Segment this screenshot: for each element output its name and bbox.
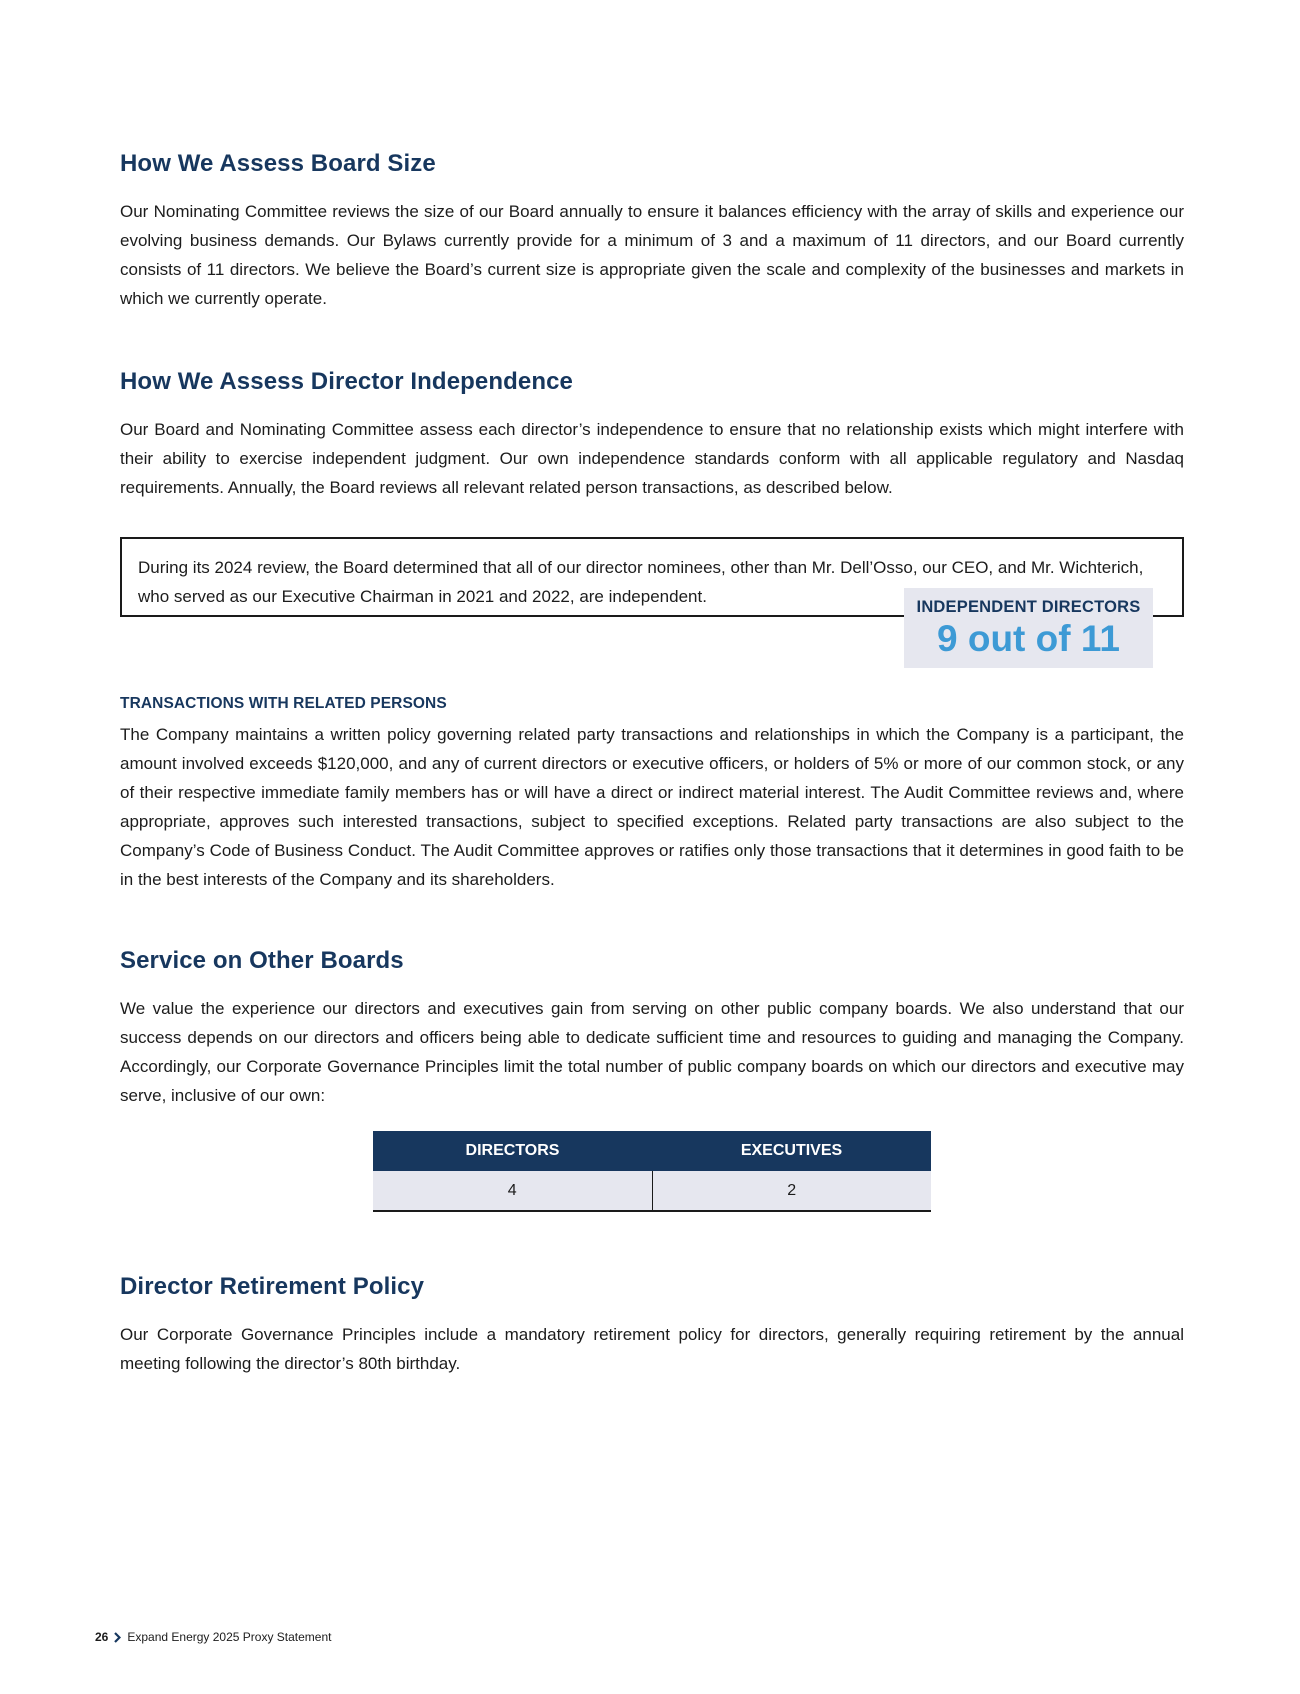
- other-boards-body: We value the experience our directors and executives gain from serving on other public company boards. We also understand that our success depends on our directors and officers being able to dedicate sufficient time and resources to guiding and managing the Company. Accordingly, our Corporate Governance Principles limit the total number of public company boards on which our directors and executive may serve, inclusive of our own:: [120, 999, 1184, 1105]
- board-limits-table: [373, 1131, 931, 1212]
- retirement-body: Our Corporate Governance Principles include a mandatory retirement policy for directors, generally requiring retirement by the annual meeting following the director’s 80th birthday.: [120, 1325, 1184, 1373]
- section-retirement-policy: [120, 1273, 1184, 1378]
- board-size-heading: How We Assess Board Size: [120, 150, 436, 177]
- stat-value: 9 out of 11: [937, 618, 1120, 659]
- independence-heading: How We Assess Director Independence: [120, 368, 573, 395]
- table-row: [373, 1171, 931, 1211]
- section-other-boards: [120, 947, 1184, 1110]
- page-footer: [95, 1630, 331, 1644]
- table-cell-executives: 2: [652, 1171, 931, 1211]
- section-director-independence: [120, 368, 1184, 502]
- retirement-heading: Director Retirement Policy: [120, 1273, 425, 1300]
- independent-directors-stat: [904, 588, 1153, 668]
- stat-label: INDEPENDENT DIRECTORS: [916, 598, 1141, 616]
- page-number: 26: [95, 1630, 109, 1644]
- transactions-body: The Company maintains a written policy governing related party transactions and relationships in which the Company is a participant, the amount involved exceeds $120,000, and any of current directors or executive officers, or holders of 5% or more of our common stock, or any of their respective immediate family members has or will have a direct or indirect material interest. The Audit Committee reviews and, where appropriate, approves such interested transactions, subject to specified exceptions. Related party transactions are also subject to the Company’s Code of Business Conduct. The Audit Committee approves or ratifies only those transactions that it determines in good faith to be in the best interests of the Company and its shareholders.: [120, 725, 1184, 889]
- table-cell-directors: 4: [373, 1171, 652, 1211]
- document-title: Expand Energy 2025 Proxy Statement: [127, 1630, 332, 1644]
- independence-body: Our Board and Nominating Committee assess each director’s independence to ensure that no relationship exists which might interfere with their ability to exercise independent judgment. Our own independence standards conform with all applicable regulatory and Nasdaq requirements. Annually, the Board reviews all relevant related person transactions, as described below.: [120, 420, 1184, 497]
- independence-callout-text: During its 2024 review, the Board determined that all of our director nominees, other than Mr. Dell’Osso, our CEO, and Mr. Wichterich, who served as our Executive Chairman in 2021 and 2022, are independent.: [138, 558, 1144, 606]
- section-related-transactions: [120, 694, 1184, 894]
- table-header-executives: EXECUTIVES: [652, 1131, 931, 1171]
- table-header-directors: DIRECTORS: [373, 1131, 652, 1171]
- board-size-body: Our Nominating Committee reviews the size of our Board annually to ensure it balances efficiency with the array of skills and experience our evolving business demands. Our Bylaws currently provide for a minimum of 3 and a maximum of 11 directors, and our Board currently consists of 11 directors. We believe the Board’s current size is appropriate given the scale and complexity of the businesses and markets in which we currently operate.: [120, 202, 1184, 308]
- transactions-heading: TRANSACTIONS WITH RELATED PERSONS: [120, 695, 447, 712]
- chevron-right-icon: [114, 1632, 121, 1643]
- table-header-row: [373, 1131, 931, 1171]
- section-board-size: [120, 150, 1184, 313]
- other-boards-heading: Service on Other Boards: [120, 947, 404, 974]
